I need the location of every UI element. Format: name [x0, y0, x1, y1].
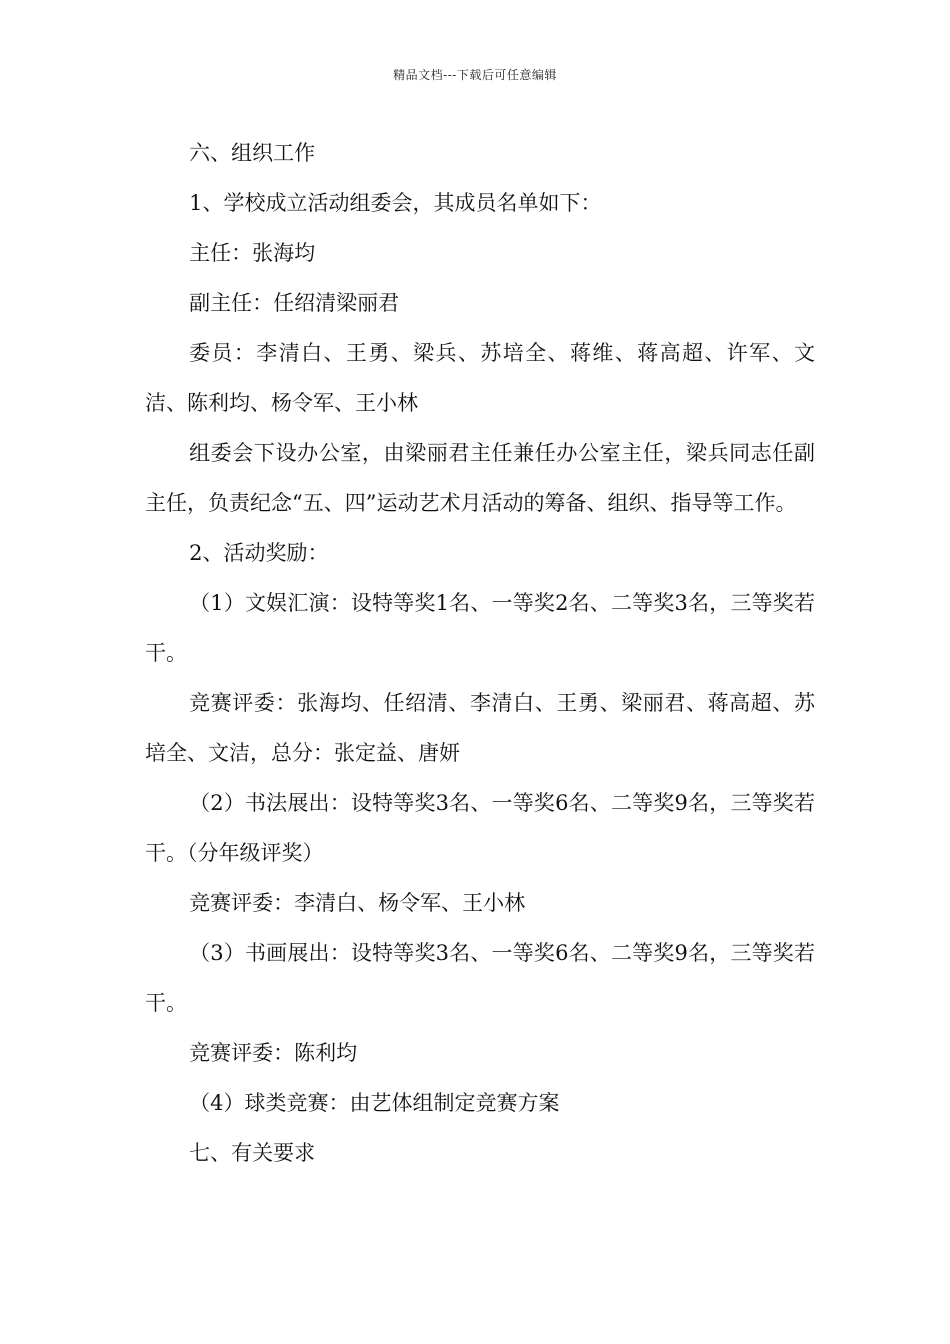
page-header: 精品文档---下载后可任意编辑: [393, 68, 557, 82]
paragraph-award-calligraphy: （2）书法展出：设特等奖3名、一等奖6名、二等奖9名，三等奖若干。（分年级评奖）: [145, 791, 815, 865]
document-body: [145, 128, 815, 1178]
section-heading-awards: 2、活动奖励：: [189, 541, 329, 565]
paragraph-deputy-director: 副主任：任绍清梁丽君: [189, 291, 400, 315]
paragraph-judges-painting: 竞赛评委：陈利均: [189, 1041, 358, 1065]
paragraph-ball-games: （4）球类竞赛：由艺体组制定竞赛方案: [189, 1091, 560, 1115]
section-heading-requirements: 七、有关要求: [189, 1141, 316, 1165]
section-heading-organization: 六、组织工作: [189, 141, 316, 165]
paragraph-judges-calligraphy: 竞赛评委：李清白、杨令军、王小林: [189, 891, 526, 915]
paragraph-award-performance: （1）文娱汇演：设特等奖1名、一等奖2名、二等奖3名，三等奖若干。: [145, 591, 815, 665]
paragraph-office: 组委会下设办公室，由梁丽君主任兼任办公室主任，梁兵同志任副主任，负责纪念“五、四”运动艺术月活动的筹备、组织、指导等工作。: [145, 441, 815, 515]
paragraph-award-painting: （3）书画展出：设特等奖3名、一等奖6名、二等奖9名，三等奖若干。: [145, 941, 815, 1015]
paragraph-director: 主任：张海均: [189, 241, 316, 265]
paragraph-judges-performance: 竞赛评委：张海均、任绍清、李清白、王勇、梁丽君、蒋高超、苏培全、文洁，总分：张定益、唐妍: [145, 691, 815, 765]
paragraph-members: 委员：李清白、王勇、梁兵、苏培全、蒋维、蒋高超、许军、文洁、陈利均、杨令军、王小林: [145, 341, 815, 415]
paragraph-committee-intro: 1、学校成立活动组委会，其成员名单如下：: [189, 191, 602, 215]
